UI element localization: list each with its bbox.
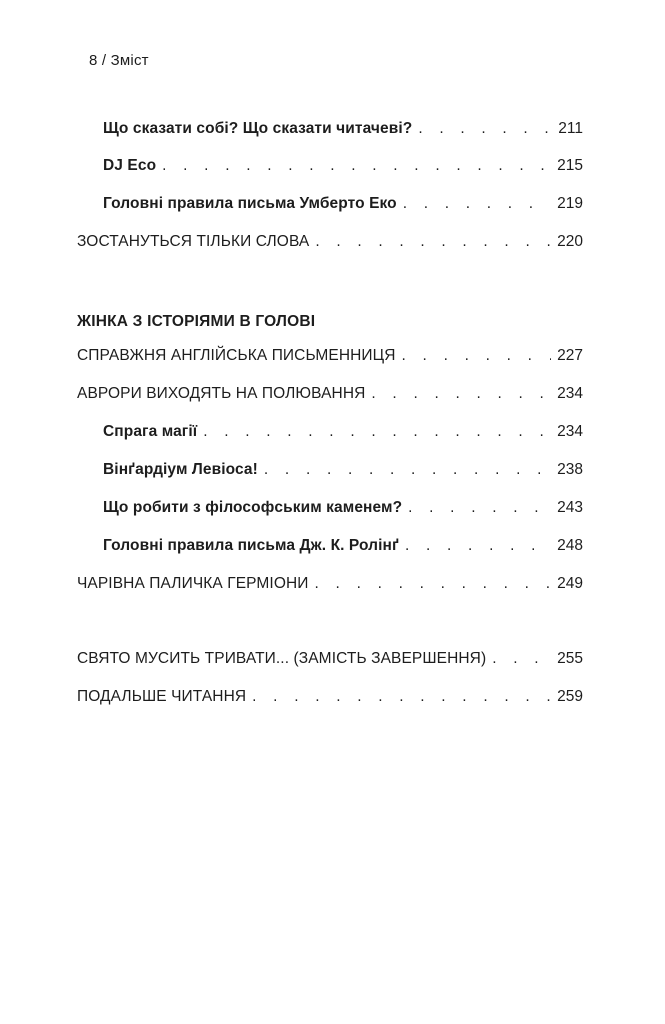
running-head: 8 / Зміст xyxy=(89,52,149,69)
toc-entry[interactable] xyxy=(103,499,583,521)
toc-entry[interactable] xyxy=(103,157,583,179)
dot-leader xyxy=(402,347,552,365)
toc-entry[interactable] xyxy=(77,233,583,255)
toc-entry-page: 249 xyxy=(557,575,583,592)
toc-entry-page: 238 xyxy=(557,461,583,478)
toc-entry-title: Головні правила письма Умберто Еко xyxy=(103,195,397,212)
toc-entry-title: Вінґардіум Левіоса! xyxy=(103,461,258,478)
dot-leader xyxy=(203,423,551,441)
dot-leader xyxy=(162,157,551,175)
toc-entry[interactable] xyxy=(77,575,583,597)
dot-leader xyxy=(408,499,551,517)
toc-entry[interactable] xyxy=(77,347,583,369)
toc-entry[interactable] xyxy=(103,195,583,217)
toc-entry-title: ЗОСТАНУТЬСЯ ТІЛЬКИ СЛОВА xyxy=(77,233,310,250)
toc-entry[interactable] xyxy=(103,120,583,142)
dot-leader xyxy=(371,385,551,403)
toc-entry-page: 211 xyxy=(558,120,583,137)
toc-entry[interactable] xyxy=(77,385,583,407)
toc-entry-page: 234 xyxy=(557,385,583,402)
toc-entry-page: 219 xyxy=(557,195,583,212)
dot-leader xyxy=(403,195,551,213)
toc-entry-page: 259 xyxy=(557,688,583,705)
toc-entry-title: Спрага магії xyxy=(103,423,198,440)
toc-entry-page: 234 xyxy=(557,423,583,440)
toc-entry-page: 227 xyxy=(557,347,583,364)
toc-entry[interactable] xyxy=(103,537,583,559)
toc-entry-title: СПРАВЖНЯ АНГЛІЙСЬКА ПИСЬМЕННИЦЯ xyxy=(77,347,396,364)
toc-entry-title: АВРОРИ ВИХОДЯТЬ НА ПОЛЮВАННЯ xyxy=(77,385,366,402)
toc-entry-page: 243 xyxy=(557,499,583,516)
toc-entry-title: ПОДАЛЬШЕ ЧИТАННЯ xyxy=(77,688,247,705)
toc-entry-title: Що робити з філософським каменем? xyxy=(103,499,403,516)
toc-entry-title: Що сказати собі? Що сказати читачеві? xyxy=(103,120,413,137)
toc-entry-title: СВЯТО МУСИТЬ ТРИВАТИ... (ЗАМІСТЬ ЗАВЕРШЕННЯ) xyxy=(77,650,487,667)
toc-entry[interactable] xyxy=(77,688,583,710)
dot-leader xyxy=(492,650,551,668)
toc-entry-title: ЧАРІВНА ПАЛИЧКА ГЕРМІОНИ xyxy=(77,575,309,592)
toc-entry-page: 248 xyxy=(557,537,583,554)
toc-entry[interactable] xyxy=(103,461,583,483)
toc-entry-title: DJ Eco xyxy=(103,157,157,174)
toc-entry[interactable] xyxy=(77,650,583,672)
toc-entry-page: 215 xyxy=(557,157,583,174)
toc-entry-title: Головні правила письма Дж. К. Ролінґ xyxy=(103,537,400,554)
dot-leader xyxy=(315,233,551,251)
toc-entry-page: 220 xyxy=(557,233,583,250)
dot-leader xyxy=(418,120,552,138)
section-heading: ЖІНКА З ІСТОРІЯМИ В ГОЛОВІ xyxy=(77,313,316,330)
dot-leader xyxy=(315,575,552,593)
toc-entry[interactable] xyxy=(103,423,583,445)
dot-leader xyxy=(264,461,551,479)
dot-leader xyxy=(405,537,551,555)
toc-entry-page: 255 xyxy=(557,650,583,667)
dot-leader xyxy=(252,688,551,706)
